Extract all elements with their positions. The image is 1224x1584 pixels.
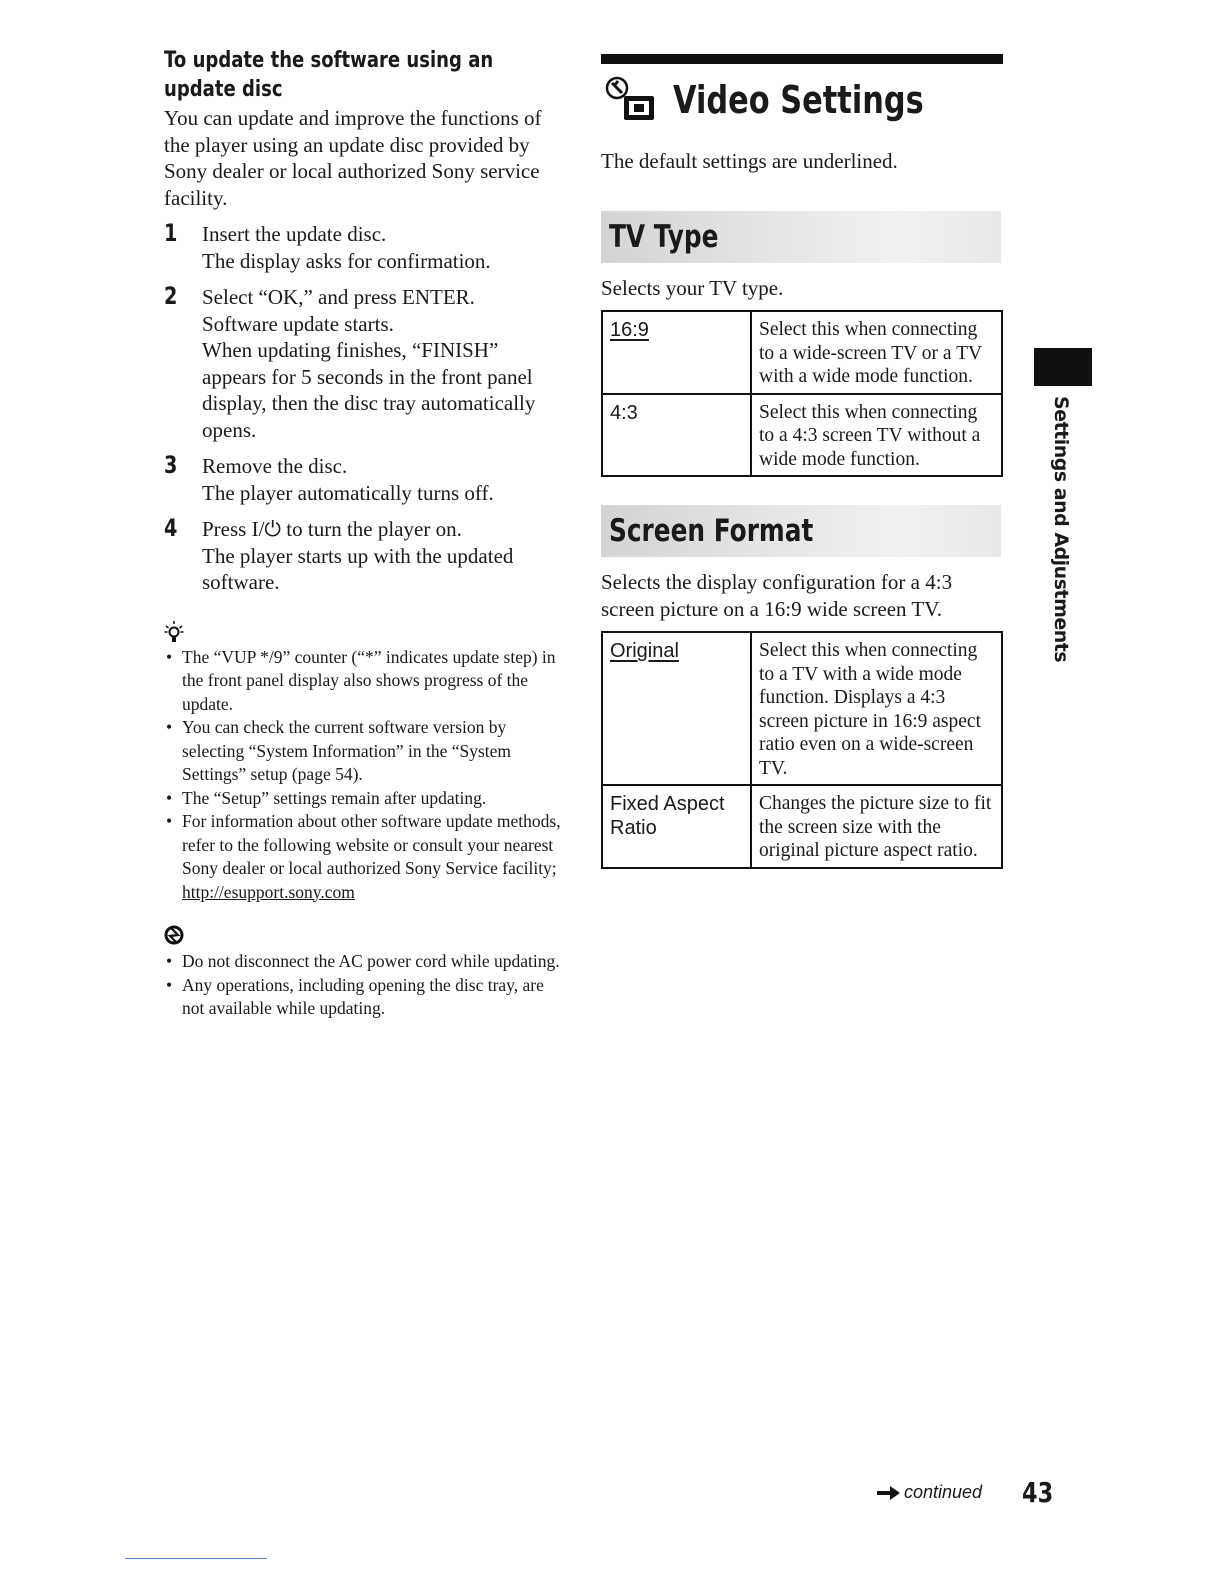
lightbulb-icon (164, 620, 564, 646)
step-line: Select “OK,” and press ENTER. (202, 285, 475, 309)
side-tab-label: Settings and Adjustments (1050, 396, 1072, 663)
step-line: The player starts up with the updated software. (202, 543, 514, 594)
screen-format-table (601, 631, 1003, 869)
tv-type-title: TV Type (609, 218, 719, 255)
option-key: Original (602, 632, 751, 785)
list-item: • The “VUP */9” counter (“*” indicates update step) in the front panel display also shows progress of the update. (164, 646, 564, 717)
video-settings-icon (603, 74, 665, 126)
step-2 (164, 284, 564, 443)
page-number: 43 (1022, 1476, 1054, 1509)
option-key: Fixed Aspect Ratio (602, 785, 751, 868)
default-note: The default settings are underlined. (601, 149, 898, 173)
step-line: Software update starts. (202, 311, 394, 336)
section-rule (601, 54, 1003, 64)
screen-format-header (601, 505, 1001, 557)
step-line: Press I/⏻ to turn the player on. (202, 517, 462, 541)
side-tab-marker (1034, 348, 1092, 386)
divider (125, 1558, 267, 1559)
option-desc: Select this when connecting to a wide-screen TV or a TV with a wide mode function. (751, 311, 1002, 394)
tv-type-desc: Selects your TV type. (601, 275, 784, 300)
option-desc: Select this when connecting to a 4:3 screen TV without a wide mode function. (751, 394, 1002, 477)
step-line: The display asks for confirmation. (202, 248, 491, 273)
table-row (602, 311, 1002, 394)
tips-list (164, 646, 564, 905)
screen-format-desc: Selects the display configuration for a 4:3 screen picture on a 16:9 wide screen TV. (601, 570, 953, 621)
list-item: • Do not disconnect the AC power cord while updating. (164, 950, 564, 974)
continued-label: continued (904, 1482, 983, 1502)
step-number: 3 (164, 451, 178, 479)
step-line: Insert the update disc. (202, 222, 387, 246)
table-row (602, 632, 1002, 785)
list-item: • The “Setup” settings remain after updating. (164, 787, 564, 811)
step-line: Remove the disc. (202, 454, 348, 478)
step-4 (164, 516, 564, 596)
table-row (602, 785, 1002, 868)
option-desc: Changes the picture size to fit the screen size with the original picture aspect ratio. (751, 785, 1002, 868)
arrow-right-icon (876, 1484, 902, 1502)
tv-type-header (601, 211, 1001, 263)
step-number: 2 (164, 282, 178, 310)
list-item (164, 810, 564, 904)
step-number: 4 (164, 514, 178, 542)
list-item: • Any operations, including opening the disc tray, are not available while updating. (164, 974, 564, 1021)
left-column (164, 46, 564, 1021)
step-number: 1 (164, 219, 178, 247)
intro-paragraph: You can update and improve the functions of the player using an update disc provided by Sony dealer or local authorized Sony service facility. (164, 106, 542, 210)
tv-type-table (601, 310, 1003, 477)
section-header (601, 64, 1005, 134)
note-icon (164, 924, 564, 950)
table-row (602, 394, 1002, 477)
page-title: Video Settings (673, 78, 924, 122)
step-line: The player automatically turns off. (202, 480, 494, 505)
step-line: When updating finishes, “FINISH” appears for 5 seconds in the front panel display, then the disc tray automatically opens. (202, 338, 536, 442)
step-1 (164, 221, 564, 274)
section-heading: To update the software using an update disc (164, 48, 494, 102)
support-link[interactable]: http://esupport.sony.com (182, 881, 355, 902)
notes-list (164, 950, 564, 1021)
option-key: 16:9 (602, 311, 751, 394)
step-3 (164, 453, 564, 506)
list-item: • You can check the current software version by selecting “System Information” in the “System Settings” setup (page 54). (164, 716, 564, 787)
screen-format-title: Screen Format (609, 513, 814, 549)
option-desc: Select this when connecting to a TV with a wide mode function. Displays a 4:3 screen picture in 16:9 aspect ratio even on a wide-screen TV. (751, 632, 1002, 785)
option-key: 4:3 (602, 394, 751, 477)
right-column (601, 54, 1005, 869)
tip-text: For information about other software update methods, refer to the following website or consult your nearest Sony dealer or local authorized Sony Service facility; (182, 811, 561, 878)
